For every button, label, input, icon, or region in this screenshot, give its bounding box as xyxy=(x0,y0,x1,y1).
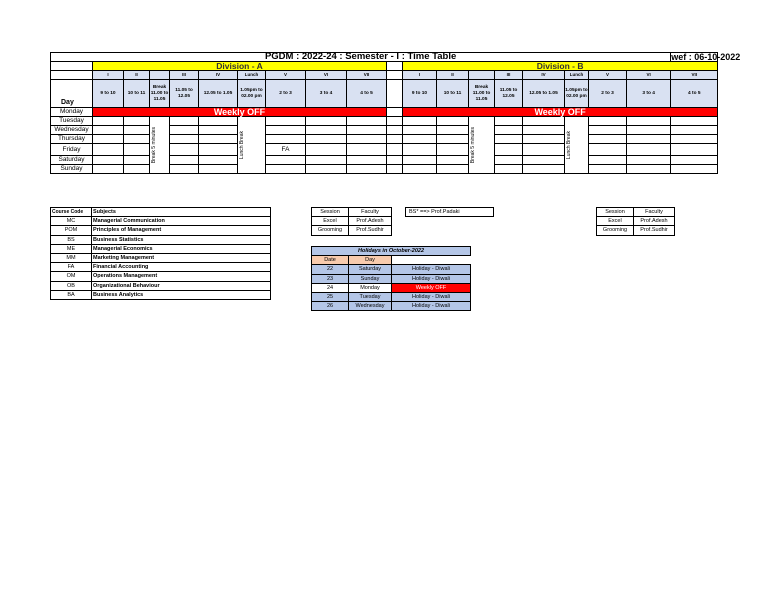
day-header: Day xyxy=(349,256,392,265)
day-name: Monday xyxy=(51,108,93,117)
subjects-header: Subjects xyxy=(92,208,271,217)
course-row xyxy=(51,226,271,235)
period-label: IV xyxy=(523,71,565,80)
holiday-day: Sunday xyxy=(349,274,392,283)
timetable xyxy=(50,51,741,174)
slot-cell xyxy=(199,135,238,144)
slot-cell xyxy=(523,165,565,174)
slot-cell xyxy=(495,156,523,165)
gap-cell xyxy=(387,165,403,174)
slot-cell xyxy=(495,165,523,174)
time-row xyxy=(51,80,718,108)
slot-cell xyxy=(523,126,565,135)
holiday-date: 24 xyxy=(312,283,349,292)
slot-cell xyxy=(403,156,437,165)
slot-cell xyxy=(124,126,150,135)
holiday-day: Wednesday xyxy=(349,302,392,311)
slot-cell xyxy=(93,135,124,144)
period-label: VI xyxy=(306,71,347,80)
time-slot: 1.05pm to 02.00 pm xyxy=(238,80,266,108)
timetable-sheet xyxy=(50,51,741,310)
slot-cell xyxy=(93,165,124,174)
holiday-date: 26 xyxy=(312,302,349,311)
course-subject: Operations Management xyxy=(92,272,271,281)
slot-cell xyxy=(306,117,347,126)
course-code: OM xyxy=(51,272,92,281)
holidays-title: Holidays in October-2022 xyxy=(312,247,471,256)
holiday-row xyxy=(312,274,471,283)
period-label: III xyxy=(170,71,199,80)
course-row xyxy=(51,217,271,226)
course-subject: Managerial Economics xyxy=(92,244,271,253)
session-name: Grooming xyxy=(312,226,349,235)
slot-cell xyxy=(495,126,523,135)
period-label: II xyxy=(124,71,150,80)
time-slot: 1.05pm to 02.00 pm xyxy=(565,80,589,108)
period-label: V xyxy=(589,71,627,80)
course-subject: Business Analytics xyxy=(92,290,271,299)
slot-cell xyxy=(124,165,150,174)
session-name: Grooming xyxy=(597,226,634,235)
time-slot: 3 to 4 xyxy=(306,80,347,108)
period-label xyxy=(469,71,495,80)
slot-cell xyxy=(93,156,124,165)
break-label: Break 5 minutes xyxy=(470,126,476,164)
gap-cell xyxy=(387,71,403,80)
day-name: Wednesday xyxy=(51,126,93,135)
slot-cell xyxy=(671,117,718,126)
course-code: BS xyxy=(51,235,92,244)
slot-cell xyxy=(495,117,523,126)
session-name: Excel xyxy=(597,217,634,226)
session-header: Session xyxy=(597,208,634,217)
slot-cell xyxy=(671,144,718,156)
course-row xyxy=(51,235,271,244)
class-code: FA xyxy=(266,144,306,156)
slot-cell xyxy=(266,135,306,144)
time-slot: 4 to 5 xyxy=(347,80,387,108)
day-name: Sunday xyxy=(51,165,93,174)
slot-cell xyxy=(589,144,627,156)
slot-cell xyxy=(523,117,565,126)
slot-cell xyxy=(589,135,627,144)
day-row xyxy=(51,108,718,117)
period-row xyxy=(51,71,718,80)
time-slot: 3 to 4 xyxy=(627,80,671,108)
day-row xyxy=(51,117,718,126)
slot-cell xyxy=(93,126,124,135)
slot-cell xyxy=(93,144,124,156)
slot-cell xyxy=(306,156,347,165)
division-a-header: Division - A xyxy=(93,62,387,71)
day-name: Friday xyxy=(51,144,93,156)
slot-cell xyxy=(306,165,347,174)
slot-cell xyxy=(266,117,306,126)
date-header: Date xyxy=(312,256,349,265)
gap-cell xyxy=(387,117,403,126)
gap-cell xyxy=(387,156,403,165)
slot-cell xyxy=(589,165,627,174)
holiday-note: Holiday - Diwali xyxy=(392,274,471,283)
course-row xyxy=(51,272,271,281)
lunch-cell xyxy=(238,117,266,174)
slot-cell xyxy=(199,117,238,126)
slot-cell xyxy=(124,117,150,126)
period-label: Lunch xyxy=(565,71,589,80)
period-label: II xyxy=(437,71,469,80)
slot-cell xyxy=(170,135,199,144)
time-slot: 10 to 11 xyxy=(124,80,150,108)
slot-cell xyxy=(671,165,718,174)
holidays-table xyxy=(311,246,471,311)
session-faculty-table-b xyxy=(596,207,675,236)
period-label: Lunch xyxy=(238,71,266,80)
gap-cell xyxy=(387,80,403,108)
holiday-date: 22 xyxy=(312,265,349,274)
holiday-note: Weekly OFF xyxy=(392,283,471,292)
holiday-date: 25 xyxy=(312,292,349,301)
period-label: VI xyxy=(627,71,671,80)
period-label: I xyxy=(403,71,437,80)
faculty-name: Prof.Adesh xyxy=(349,217,392,226)
lunch-label: Lunch Break xyxy=(566,130,572,160)
slot-cell xyxy=(266,165,306,174)
slot-cell xyxy=(199,165,238,174)
time-slot: 2 to 3 xyxy=(589,80,627,108)
slot-cell xyxy=(170,126,199,135)
period-label: V xyxy=(266,71,306,80)
gap-cell xyxy=(387,144,403,156)
slot-cell xyxy=(437,144,469,156)
gap-cell xyxy=(387,108,403,117)
holiday-day: Monday xyxy=(349,283,392,292)
holiday-date: 23 xyxy=(312,274,349,283)
slot-cell xyxy=(523,135,565,144)
time-slot: 11.05 to 12.05 xyxy=(170,80,199,108)
slot-cell xyxy=(347,144,387,156)
session-name: Excel xyxy=(312,217,349,226)
slot-cell xyxy=(306,144,347,156)
slot-cell xyxy=(403,135,437,144)
slot-cell xyxy=(627,144,671,156)
bs-note-table xyxy=(405,207,494,217)
period-label: VII xyxy=(347,71,387,80)
slot-cell xyxy=(627,117,671,126)
time-slot: 10 to 11 xyxy=(437,80,469,108)
slot-cell xyxy=(437,126,469,135)
faculty-header: Faculty xyxy=(349,208,392,217)
course-code: OB xyxy=(51,281,92,290)
faculty-name: Prof.Sudhir xyxy=(634,226,675,235)
session-header: Session xyxy=(312,208,349,217)
slot-cell xyxy=(437,117,469,126)
day-column-header: Day xyxy=(51,80,93,108)
break-label: Break 5 minutes xyxy=(151,126,157,164)
slot-cell xyxy=(437,165,469,174)
slot-cell xyxy=(170,165,199,174)
slot-cell xyxy=(671,135,718,144)
course-subject: Organizational Behaviour xyxy=(92,281,271,290)
slot-cell xyxy=(403,165,437,174)
course-code: MM xyxy=(51,253,92,262)
course-code: BA xyxy=(51,290,92,299)
slot-cell xyxy=(347,156,387,165)
slot-cell xyxy=(671,156,718,165)
period-label xyxy=(150,71,170,80)
period-label: IV xyxy=(199,71,238,80)
time-slot: Break 11.00 to 11.05 xyxy=(150,80,170,108)
division-b-header: Division - B xyxy=(403,62,718,71)
faculty-name: Prof.Sudhir xyxy=(349,226,392,235)
slot-cell xyxy=(403,117,437,126)
course-code: FA xyxy=(51,263,92,272)
slot-cell xyxy=(627,165,671,174)
course-subject: Financial Accounting xyxy=(92,263,271,272)
time-slot: 9 to 10 xyxy=(403,80,437,108)
slot-cell xyxy=(347,126,387,135)
faculty-name: Prof.Adesh xyxy=(634,217,675,226)
day-rows xyxy=(51,108,718,174)
time-slot: 2 to 3 xyxy=(266,80,306,108)
slot-cell xyxy=(199,156,238,165)
day-name: Tuesday xyxy=(51,117,93,126)
slot-cell xyxy=(523,156,565,165)
slot-cell xyxy=(170,144,199,156)
course-subject: Managerial Communication xyxy=(92,217,271,226)
slot-cell xyxy=(589,126,627,135)
slot-cell xyxy=(347,135,387,144)
holiday-note: Holiday - Diwali xyxy=(392,292,471,301)
slot-cell xyxy=(437,156,469,165)
slot-cell xyxy=(124,135,150,144)
slot-cell xyxy=(627,156,671,165)
wef-date: wef : 06-10-2022 xyxy=(671,52,741,62)
slot-cell xyxy=(495,135,523,144)
course-row xyxy=(51,290,271,299)
session-faculty-table-a xyxy=(311,207,392,236)
course-code-header: Course Code xyxy=(51,208,92,217)
lunch-cell xyxy=(565,117,589,174)
holiday-day: Saturday xyxy=(349,265,392,274)
slot-cell xyxy=(93,117,124,126)
gap-cell xyxy=(387,135,403,144)
time-slot: Break 11.00 to 11.05 xyxy=(469,80,495,108)
slot-cell xyxy=(170,156,199,165)
slot-cell xyxy=(199,126,238,135)
slot-cell xyxy=(627,126,671,135)
holiday-row xyxy=(312,265,471,274)
slot-cell xyxy=(199,144,238,156)
slot-cell xyxy=(347,165,387,174)
blank-cell xyxy=(51,71,93,80)
course-code: POM xyxy=(51,226,92,235)
course-subject: Marketing Management xyxy=(92,253,271,262)
bs-note: BS* ==> Prof.Padaki xyxy=(406,208,494,217)
slot-cell xyxy=(523,144,565,156)
weekly-off-b: Weekly OFF xyxy=(403,108,718,117)
period-label: VII xyxy=(671,71,718,80)
time-slot: 11.05 to 12.05 xyxy=(495,80,523,108)
slot-cell xyxy=(124,144,150,156)
period-label: I xyxy=(93,71,124,80)
weekly-off-a: Weekly OFF xyxy=(93,108,387,117)
holiday-day: Tuesday xyxy=(349,292,392,301)
course-row xyxy=(51,244,271,253)
break-cell xyxy=(469,117,495,174)
time-slot: 12.05 to 1.05 xyxy=(199,80,238,108)
holiday-row xyxy=(312,283,471,292)
slot-cell xyxy=(437,135,469,144)
slot-cell xyxy=(306,126,347,135)
faculty-header: Faculty xyxy=(634,208,675,217)
slot-cell xyxy=(589,156,627,165)
course-row xyxy=(51,281,271,290)
holiday-note: Holiday - Diwali xyxy=(392,302,471,311)
slot-cell xyxy=(347,117,387,126)
time-slot: 9 to 10 xyxy=(93,80,124,108)
slot-cell xyxy=(306,135,347,144)
course-table xyxy=(50,207,271,300)
time-slot: 12.05 to 1.05 xyxy=(523,80,565,108)
slot-cell xyxy=(403,126,437,135)
day-name: Saturday xyxy=(51,156,93,165)
lunch-label: Lunch Break xyxy=(239,130,245,160)
page-title: PGDM : 2022-24 : Semester - I : Time Table xyxy=(51,53,671,62)
slot-cell xyxy=(403,144,437,156)
course-code: MC xyxy=(51,217,92,226)
break-cell xyxy=(150,117,170,174)
holiday-row xyxy=(312,302,471,311)
course-row xyxy=(51,263,271,272)
course-code: ME xyxy=(51,244,92,253)
slot-cell xyxy=(170,117,199,126)
slot-cell xyxy=(495,144,523,156)
slot-cell xyxy=(589,117,627,126)
day-name: Thursday xyxy=(51,135,93,144)
course-subject: Principles of Management xyxy=(92,226,271,235)
holiday-row xyxy=(312,292,471,301)
time-slot: 4 to 5 xyxy=(671,80,718,108)
slot-cell xyxy=(266,126,306,135)
slot-cell xyxy=(266,156,306,165)
slot-cell xyxy=(627,135,671,144)
period-label: III xyxy=(495,71,523,80)
holiday-note: Holiday - Diwali xyxy=(392,265,471,274)
gap-cell xyxy=(387,126,403,135)
course-subject: Business Statistics xyxy=(92,235,271,244)
slot-cell xyxy=(671,126,718,135)
slot-cell xyxy=(124,156,150,165)
course-row xyxy=(51,253,271,262)
